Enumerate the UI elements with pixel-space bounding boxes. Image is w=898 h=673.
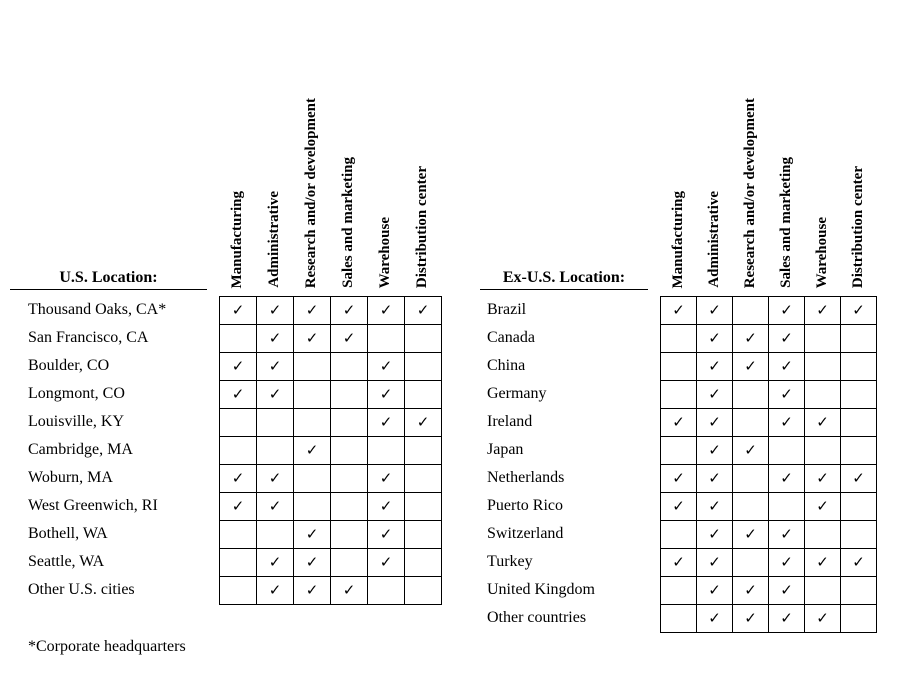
check-cell-empty xyxy=(733,465,769,493)
check-cell-checked xyxy=(841,465,877,493)
check-cell-empty xyxy=(405,521,442,549)
check-cell-empty xyxy=(661,353,697,381)
checkmark-icon: ✓ xyxy=(672,301,685,319)
check-cell-empty xyxy=(368,437,405,465)
check-cell-checked xyxy=(697,297,733,325)
check-cell-checked xyxy=(368,381,405,409)
check-cell-empty xyxy=(733,381,769,409)
checkmark-icon: ✓ xyxy=(708,357,721,375)
column-header-label: Administrative xyxy=(266,191,282,288)
ex-us-column-headers xyxy=(660,8,877,296)
check-cell-empty xyxy=(733,297,769,325)
check-cell-empty xyxy=(661,437,697,465)
check-cell-checked xyxy=(733,353,769,381)
check-cell-checked xyxy=(368,409,405,437)
check-cell-empty xyxy=(661,521,697,549)
checkmark-icon: ✓ xyxy=(379,469,393,487)
checkmark-icon: ✓ xyxy=(672,413,685,431)
check-cell-empty xyxy=(257,437,294,465)
check-cell-checked xyxy=(257,577,294,605)
checkmark-icon: ✓ xyxy=(852,301,865,319)
column-header-label: Warehouse xyxy=(377,216,393,288)
checkmark-icon: ✓ xyxy=(744,581,757,599)
check-cell-empty xyxy=(841,409,877,437)
check-cell-checked xyxy=(769,605,805,633)
checkmark-icon: ✓ xyxy=(708,553,721,571)
ex-us-checks-column xyxy=(660,8,877,633)
column-header xyxy=(367,217,404,288)
checkmark-icon: ✓ xyxy=(379,525,393,543)
column-header xyxy=(840,166,876,288)
check-cell-empty xyxy=(805,353,841,381)
location-label: Louisville, KY xyxy=(28,413,124,430)
checkmark-icon: ✓ xyxy=(231,385,245,403)
column-header xyxy=(732,98,768,288)
checkmark-icon: ✓ xyxy=(816,413,829,431)
check-cell-checked xyxy=(220,381,257,409)
us-location-header: U.S. Location: xyxy=(10,269,207,290)
checkmark-icon: ✓ xyxy=(852,553,865,571)
check-cell-checked xyxy=(294,325,331,353)
checkmark-icon: ✓ xyxy=(744,525,757,543)
check-cell-checked xyxy=(697,605,733,633)
column-header-label: Distribution center xyxy=(414,165,430,288)
column-header-label: Sales and marketing xyxy=(340,157,356,288)
corporate-headquarters-footnote: *Corporate headquarters xyxy=(28,638,186,655)
check-cell-checked xyxy=(841,297,877,325)
location-label: Japan xyxy=(487,441,524,458)
check-cell-checked xyxy=(769,325,805,353)
check-cell-empty xyxy=(331,465,368,493)
checkmark-icon: ✓ xyxy=(708,329,721,347)
check-cell-checked xyxy=(733,437,769,465)
checkmark-icon: ✓ xyxy=(708,385,721,403)
ex-us-location-header-area xyxy=(480,8,660,296)
check-cell-empty xyxy=(368,325,405,353)
check-cell-checked xyxy=(405,409,442,437)
check-cell-empty xyxy=(733,409,769,437)
check-cell-checked xyxy=(733,325,769,353)
check-cell-empty xyxy=(294,353,331,381)
column-header xyxy=(219,191,256,289)
check-cell-empty xyxy=(405,493,442,521)
checkmark-icon: ✓ xyxy=(672,497,685,515)
checkmark-icon: ✓ xyxy=(416,413,430,431)
check-cell-checked xyxy=(257,297,294,325)
checkmark-icon: ✓ xyxy=(268,385,282,403)
checkmark-icon: ✓ xyxy=(342,301,356,319)
check-cell-empty xyxy=(331,409,368,437)
check-cell-checked xyxy=(805,549,841,577)
ex-us-checks-grid xyxy=(660,296,877,633)
location-label: Boulder, CO xyxy=(28,357,110,374)
us-location-labels-column xyxy=(10,8,219,605)
column-header xyxy=(696,191,732,288)
check-cell-checked xyxy=(331,325,368,353)
check-cell-empty xyxy=(769,437,805,465)
checkmark-icon: ✓ xyxy=(744,329,757,347)
column-header xyxy=(804,217,840,288)
checkmark-icon: ✓ xyxy=(708,609,721,627)
check-cell-checked xyxy=(220,465,257,493)
location-label: United Kingdom xyxy=(487,581,595,598)
check-cell-empty xyxy=(331,493,368,521)
check-cell-checked xyxy=(769,549,805,577)
checkmark-icon: ✓ xyxy=(780,525,793,543)
check-cell-empty xyxy=(405,325,442,353)
check-cell-empty xyxy=(294,381,331,409)
check-cell-empty xyxy=(733,549,769,577)
check-cell-empty xyxy=(841,325,877,353)
checkmark-icon: ✓ xyxy=(268,553,282,571)
check-cell-empty xyxy=(841,577,877,605)
check-cell-checked xyxy=(769,465,805,493)
checkmark-icon: ✓ xyxy=(780,413,793,431)
check-cell-empty xyxy=(805,437,841,465)
check-cell-empty xyxy=(257,521,294,549)
check-cell-checked xyxy=(805,605,841,633)
checkmark-icon: ✓ xyxy=(816,553,829,571)
checkmark-icon: ✓ xyxy=(305,301,319,319)
check-cell-checked xyxy=(769,297,805,325)
check-cell-empty xyxy=(331,549,368,577)
checkmark-icon: ✓ xyxy=(379,413,393,431)
checkmark-icon: ✓ xyxy=(231,301,245,319)
ex-us-location-labels-column xyxy=(480,8,660,633)
check-cell-checked xyxy=(405,297,442,325)
check-cell-checked xyxy=(220,493,257,521)
location-label: Netherlands xyxy=(487,469,565,486)
location-label: Bothell, WA xyxy=(28,525,108,542)
check-cell-empty xyxy=(769,493,805,521)
check-cell-empty xyxy=(294,465,331,493)
check-cell-checked xyxy=(661,549,697,577)
column-header xyxy=(660,191,696,289)
checkmark-icon: ✓ xyxy=(780,553,793,571)
check-cell-checked xyxy=(220,297,257,325)
checkmark-icon: ✓ xyxy=(672,469,685,487)
check-cell-empty xyxy=(368,577,405,605)
checkmark-icon: ✓ xyxy=(708,441,721,459)
checkmark-icon: ✓ xyxy=(708,413,721,431)
us-location-header-area xyxy=(10,8,219,296)
checkmark-icon: ✓ xyxy=(780,581,793,599)
location-label: China xyxy=(487,357,526,374)
check-cell-checked xyxy=(368,297,405,325)
location-label: Ireland xyxy=(487,413,533,430)
check-cell-empty xyxy=(331,521,368,549)
check-cell-checked xyxy=(697,577,733,605)
column-header-label: Research and/or development xyxy=(741,97,758,288)
check-cell-checked xyxy=(697,493,733,521)
check-cell-checked xyxy=(697,353,733,381)
column-header-label: Manufacturing xyxy=(229,190,245,288)
check-cell-empty xyxy=(257,409,294,437)
check-cell-empty xyxy=(220,409,257,437)
check-cell-checked xyxy=(368,549,405,577)
check-cell-checked xyxy=(368,521,405,549)
checkmark-icon: ✓ xyxy=(780,301,793,319)
checkmark-icon: ✓ xyxy=(379,357,393,375)
check-cell-empty xyxy=(220,577,257,605)
checkmark-icon: ✓ xyxy=(268,469,282,487)
check-cell-checked xyxy=(769,577,805,605)
check-cell-checked xyxy=(368,465,405,493)
check-cell-empty xyxy=(405,353,442,381)
checkmark-icon: ✓ xyxy=(305,553,319,571)
check-cell-empty xyxy=(294,409,331,437)
checkmark-icon: ✓ xyxy=(231,357,245,375)
check-cell-empty xyxy=(405,549,442,577)
check-cell-checked xyxy=(805,493,841,521)
location-label: Canada xyxy=(487,329,535,346)
checkmark-icon: ✓ xyxy=(708,301,721,319)
checkmark-icon: ✓ xyxy=(342,581,356,599)
check-cell-checked xyxy=(220,353,257,381)
column-header-label: Administrative xyxy=(705,191,722,288)
us-column-headers xyxy=(219,8,442,296)
checkmark-icon: ✓ xyxy=(816,301,829,319)
checkmark-icon: ✓ xyxy=(342,329,356,347)
check-cell-checked xyxy=(769,353,805,381)
check-cell-empty xyxy=(805,381,841,409)
location-label: Other countries xyxy=(487,609,587,626)
location-label: Turkey xyxy=(487,553,533,570)
checkmark-icon: ✓ xyxy=(268,301,282,319)
check-cell-empty xyxy=(841,493,877,521)
checkmark-icon: ✓ xyxy=(780,357,793,375)
check-cell-empty xyxy=(405,381,442,409)
location-label: Germany xyxy=(487,385,547,402)
check-cell-empty xyxy=(331,353,368,381)
checkmark-icon: ✓ xyxy=(305,581,319,599)
check-cell-empty xyxy=(841,353,877,381)
checkmark-icon: ✓ xyxy=(268,497,282,515)
location-label: Seattle, WA xyxy=(28,553,105,570)
column-header xyxy=(404,166,441,288)
check-cell-empty xyxy=(331,381,368,409)
check-cell-checked xyxy=(805,465,841,493)
checkmark-icon: ✓ xyxy=(672,553,685,571)
check-cell-empty xyxy=(841,521,877,549)
check-cell-empty xyxy=(661,605,697,633)
check-cell-empty xyxy=(661,325,697,353)
checkmark-icon: ✓ xyxy=(305,329,319,347)
check-cell-empty xyxy=(294,493,331,521)
check-cell-checked xyxy=(769,521,805,549)
check-cell-empty xyxy=(733,493,769,521)
check-cell-checked xyxy=(257,493,294,521)
check-cell-empty xyxy=(805,521,841,549)
location-label: West Greenwich, RI xyxy=(28,497,158,514)
ex-us-locations-table xyxy=(480,8,877,633)
checkmark-icon: ✓ xyxy=(744,357,757,375)
check-cell-checked xyxy=(661,465,697,493)
checkmark-icon: ✓ xyxy=(305,525,319,543)
column-header xyxy=(256,191,293,288)
check-cell-empty xyxy=(220,325,257,353)
checkmark-icon: ✓ xyxy=(744,441,757,459)
column-header-label: Distribution center xyxy=(849,165,866,288)
check-cell-checked xyxy=(697,381,733,409)
checkmark-icon: ✓ xyxy=(744,609,757,627)
location-label: San Francisco, CA xyxy=(28,329,149,346)
check-cell-checked xyxy=(331,297,368,325)
check-cell-empty xyxy=(331,437,368,465)
checkmark-icon: ✓ xyxy=(816,609,829,627)
location-label: Puerto Rico xyxy=(487,497,563,514)
us-checks-column xyxy=(219,8,442,605)
check-cell-checked xyxy=(368,493,405,521)
check-cell-empty xyxy=(661,381,697,409)
location-label: Cambridge, MA xyxy=(28,441,133,458)
check-cell-checked xyxy=(805,409,841,437)
checkmark-icon: ✓ xyxy=(268,329,282,347)
check-cell-empty xyxy=(841,381,877,409)
check-cell-checked xyxy=(257,325,294,353)
check-cell-empty xyxy=(405,437,442,465)
checkmark-icon: ✓ xyxy=(379,553,393,571)
check-cell-checked xyxy=(805,297,841,325)
check-cell-empty xyxy=(661,577,697,605)
checkmark-icon: ✓ xyxy=(231,469,245,487)
checkmark-icon: ✓ xyxy=(708,469,721,487)
check-cell-checked xyxy=(697,521,733,549)
checkmark-icon: ✓ xyxy=(780,469,793,487)
check-cell-checked xyxy=(769,409,805,437)
column-header-label: Research and/or development xyxy=(303,97,319,288)
check-cell-empty xyxy=(220,521,257,549)
check-cell-empty xyxy=(220,437,257,465)
ex-us-location-labels xyxy=(480,296,660,632)
check-cell-checked xyxy=(661,409,697,437)
checkmark-icon: ✓ xyxy=(708,497,721,515)
checkmark-icon: ✓ xyxy=(231,497,245,515)
checkmark-icon: ✓ xyxy=(305,441,319,459)
checkmark-icon: ✓ xyxy=(780,609,793,627)
ex-us-location-header: Ex-U.S. Location: xyxy=(480,269,648,290)
check-cell-checked xyxy=(697,409,733,437)
us-locations-table xyxy=(10,8,442,605)
checkmark-icon: ✓ xyxy=(780,329,793,347)
location-label: Switzerland xyxy=(487,525,564,542)
check-cell-checked xyxy=(769,381,805,409)
check-cell-checked xyxy=(294,549,331,577)
checkmark-icon: ✓ xyxy=(780,385,793,403)
checkmark-icon: ✓ xyxy=(379,301,393,319)
check-cell-checked xyxy=(697,465,733,493)
check-cell-checked xyxy=(257,353,294,381)
check-cell-checked xyxy=(368,353,405,381)
location-label: Woburn, MA xyxy=(28,469,113,486)
check-cell-checked xyxy=(697,549,733,577)
check-cell-checked xyxy=(331,577,368,605)
checkmark-icon: ✓ xyxy=(268,581,282,599)
checkmark-icon: ✓ xyxy=(268,357,282,375)
us-location-labels xyxy=(10,296,219,604)
check-cell-empty xyxy=(405,465,442,493)
location-label: Other U.S. cities xyxy=(28,581,135,598)
checkmark-icon: ✓ xyxy=(816,469,829,487)
location-label: Brazil xyxy=(487,301,527,318)
check-cell-checked xyxy=(661,493,697,521)
check-cell-empty xyxy=(841,437,877,465)
check-cell-checked xyxy=(294,297,331,325)
column-header-label: Manufacturing xyxy=(669,190,686,288)
column-header-label: Sales and marketing xyxy=(777,157,794,288)
check-cell-checked xyxy=(733,577,769,605)
check-cell-checked xyxy=(294,437,331,465)
location-label: Thousand Oaks, CA* xyxy=(28,301,167,318)
location-label: Longmont, CO xyxy=(28,385,125,402)
checkmark-icon: ✓ xyxy=(816,497,829,515)
check-cell-empty xyxy=(841,605,877,633)
checkmark-icon: ✓ xyxy=(708,581,721,599)
checkmark-icon: ✓ xyxy=(379,385,393,403)
check-cell-checked xyxy=(661,297,697,325)
check-cell-checked xyxy=(294,521,331,549)
check-cell-empty xyxy=(405,577,442,605)
check-cell-checked xyxy=(841,549,877,577)
check-cell-checked xyxy=(697,437,733,465)
check-cell-empty xyxy=(805,325,841,353)
check-cell-checked xyxy=(733,605,769,633)
column-header-label: Warehouse xyxy=(813,216,830,288)
check-cell-checked xyxy=(733,521,769,549)
check-cell-checked xyxy=(294,577,331,605)
column-header xyxy=(330,157,367,288)
checkmark-icon: ✓ xyxy=(416,301,430,319)
checkmark-icon: ✓ xyxy=(708,525,721,543)
column-header xyxy=(293,98,330,288)
check-cell-checked xyxy=(257,549,294,577)
check-cell-checked xyxy=(257,465,294,493)
check-cell-checked xyxy=(257,381,294,409)
column-header xyxy=(768,157,804,288)
check-cell-empty xyxy=(220,549,257,577)
us-checks-grid xyxy=(219,296,442,605)
check-cell-empty xyxy=(805,577,841,605)
checkmark-icon: ✓ xyxy=(379,497,393,515)
checkmark-icon: ✓ xyxy=(852,469,865,487)
check-cell-checked xyxy=(697,325,733,353)
